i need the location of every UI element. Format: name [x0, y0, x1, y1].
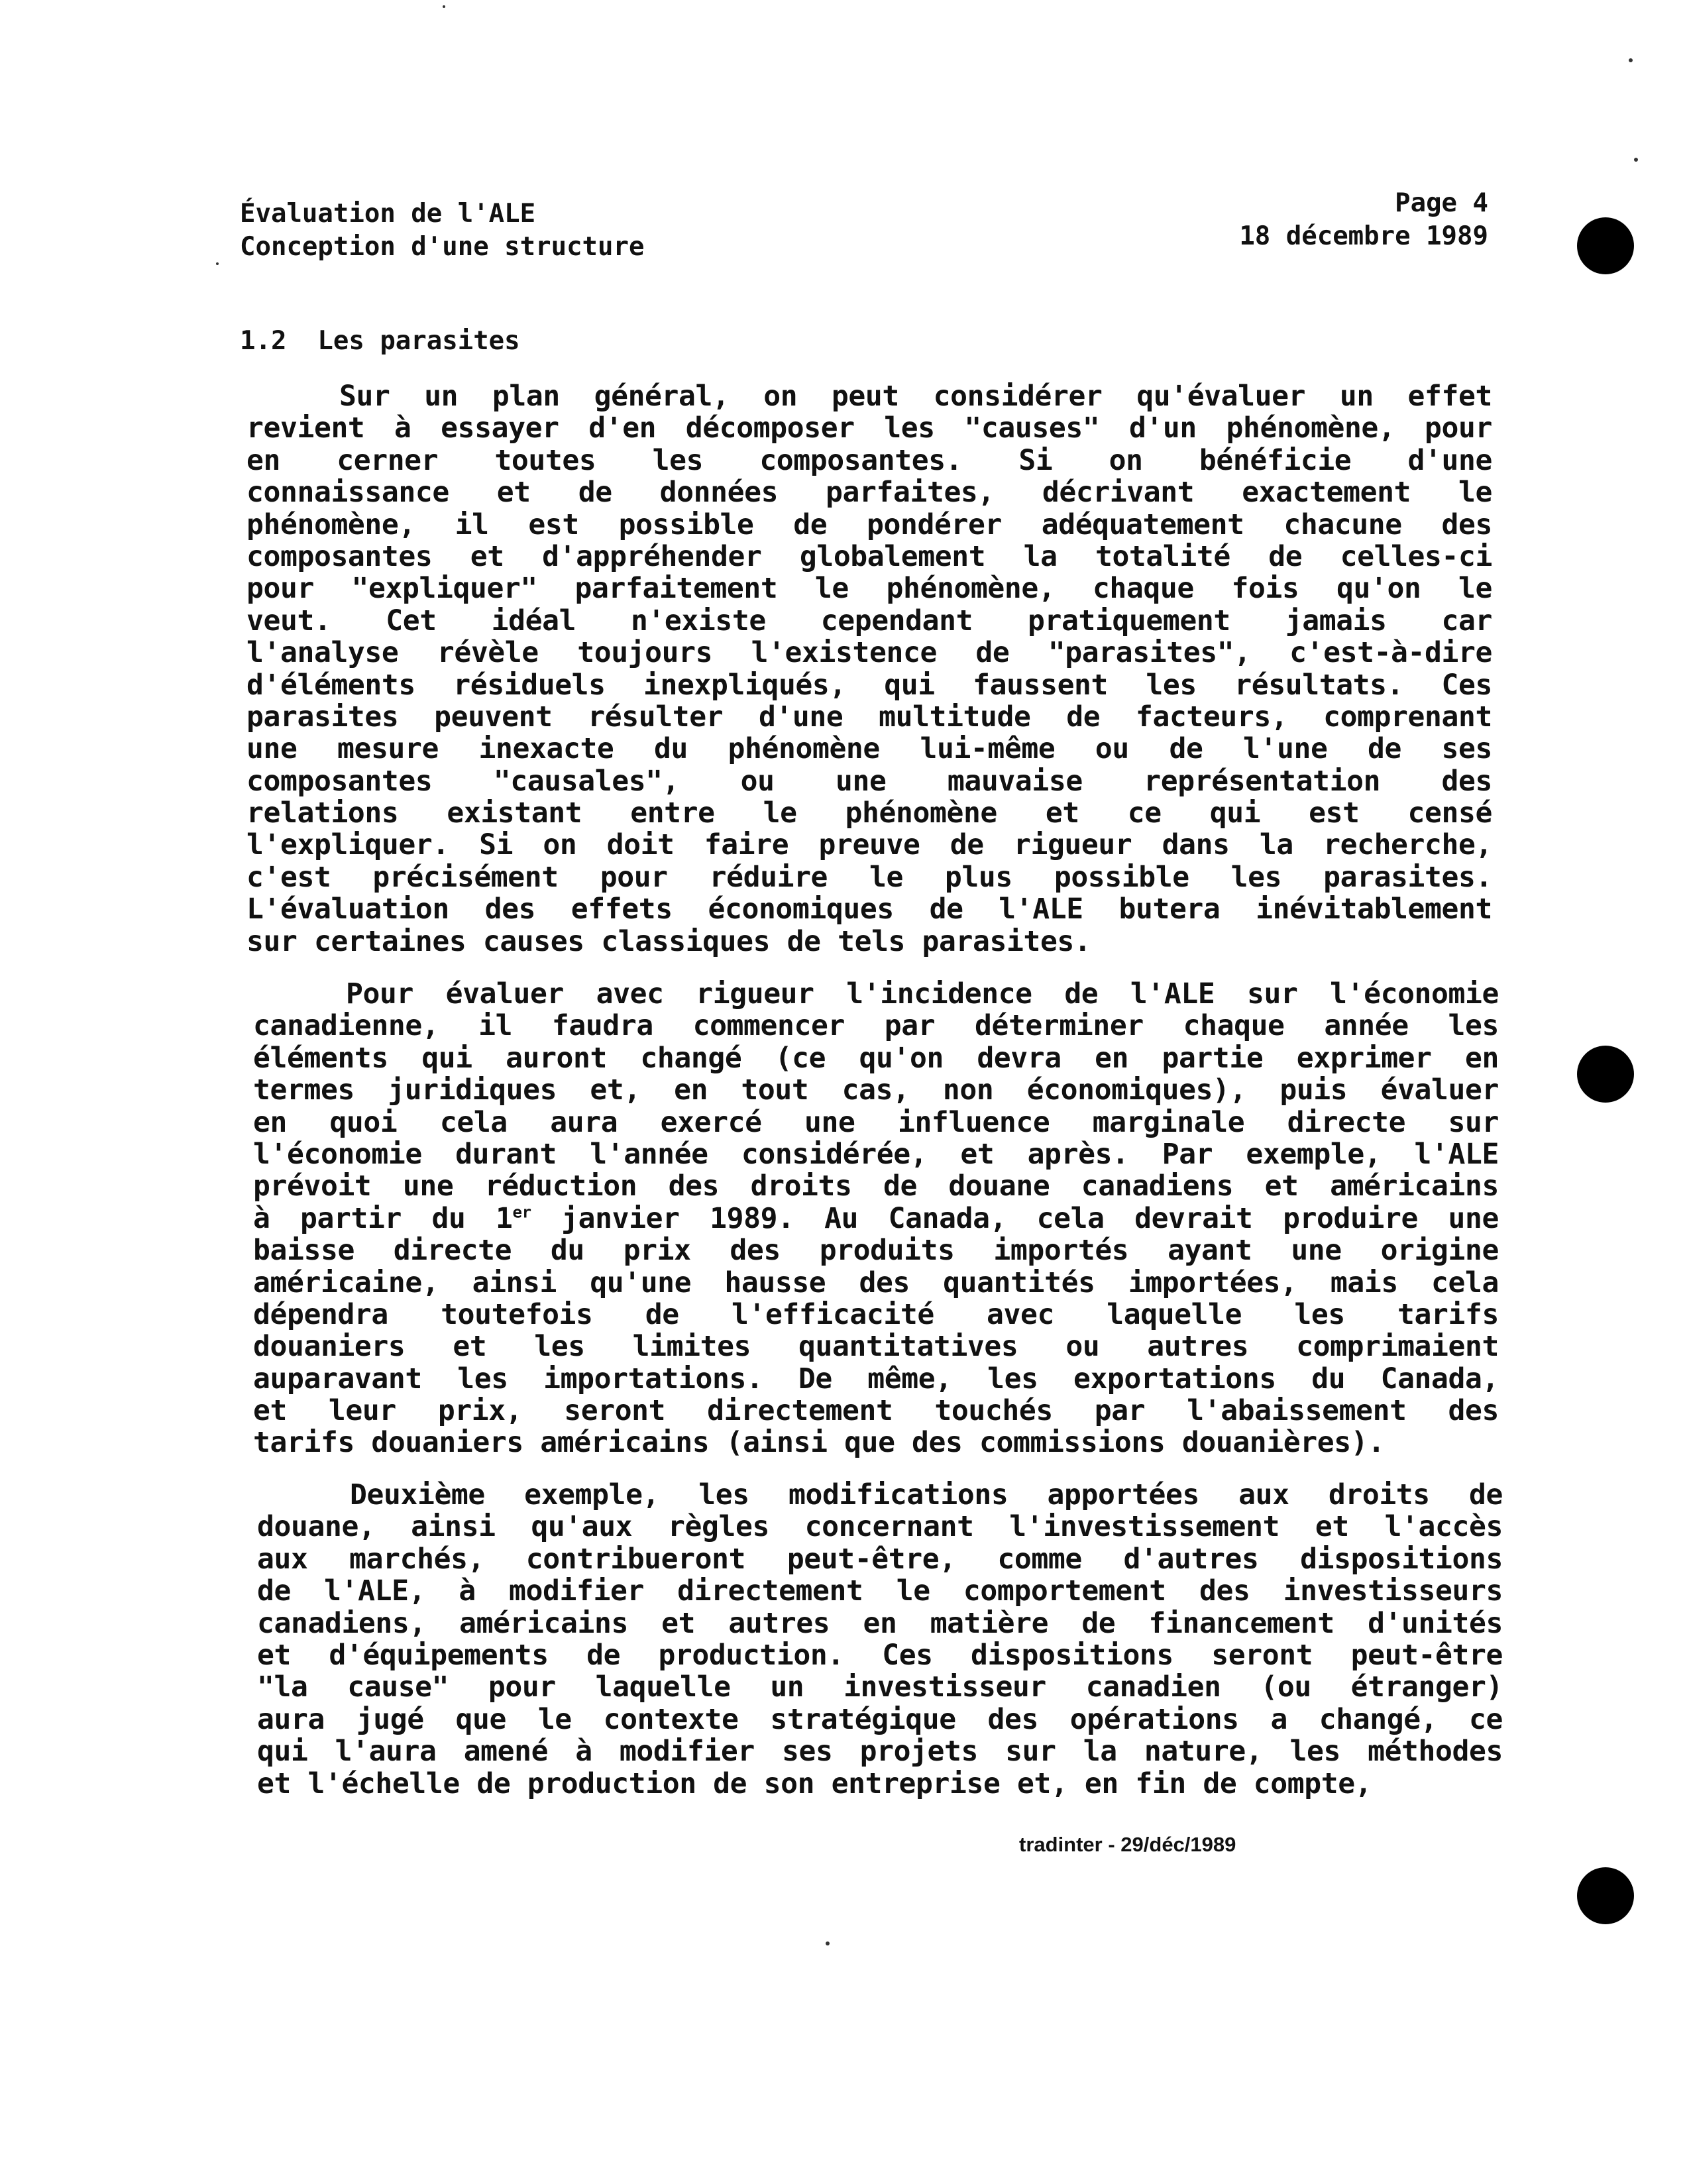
text-line: douaniers et les limites quantitatives ou autres comprimaient — [253, 1330, 1499, 1364]
text-line: et l'échelle de production de son entreprise et, en fin de compte, — [257, 1767, 1372, 1800]
text-line: aura jugé que le contexte stratégique des opérations a changé, ce — [257, 1702, 1503, 1736]
scan-speck — [1629, 58, 1633, 62]
text-line: de l'ALE, à modifier directement le comportement des investisseurs — [257, 1574, 1503, 1608]
text-line: prévoit une réduction des droits de douane canadiens et américains — [253, 1170, 1499, 1203]
section-title: 1.2 Les parasites — [240, 326, 520, 356]
text-line: baisse directe du prix des produits importés ayant une origine — [253, 1234, 1499, 1268]
text-line: américaine, ainsi qu'une hausse des quantités importées, mais cela — [253, 1266, 1499, 1299]
text-line: Pour évaluer avec rigueur l'incidence de l'ALE sur l'économie — [346, 977, 1499, 1010]
text-line: pour "expliquer" parfaitement le phénomène, chaque fois qu'on le — [246, 572, 1492, 606]
text-line: auparavant les importations. De même, les exportations du Canada, — [253, 1362, 1499, 1395]
text-line: éléments qui auront changé (ce qu'on devra en partie exprimer en — [253, 1041, 1499, 1075]
text-line: canadienne, il faudra commencer par déterminer chaque année les — [253, 1009, 1499, 1043]
document-title: Évaluation de l'ALE — [240, 199, 536, 229]
text-line: revient à essayer d'en décomposer les "causes" d'un phénomène, pour — [246, 411, 1492, 445]
text-line: L'évaluation des effets économiques de l'ALE butera inévitablement — [246, 893, 1492, 926]
text-line: l'analyse révèle toujours l'existence de "parasites", c'est-à-dire — [246, 636, 1492, 670]
paragraph-2 — [253, 978, 1499, 1459]
scan-speck — [1634, 158, 1638, 162]
text-line: dépendra toutefois de l'efficacité avec laquelle les tarifs — [253, 1297, 1499, 1331]
text-line: composantes et d'appréhender globalement la totalité de celles-ci — [246, 539, 1492, 573]
paragraph-3 — [257, 1479, 1503, 1800]
punch-hole-top — [1577, 217, 1634, 274]
text-line: et d'équipements de production. Ces dispositions seront peut-être — [257, 1638, 1503, 1672]
text-line: composantes "causales", ou une mauvaise représentation des — [246, 764, 1492, 798]
page-header-left — [240, 197, 644, 264]
text-line: l'économie durant l'année considérée, et après. Par exemple, l'ALE — [253, 1137, 1499, 1171]
text-line: aux marchés, contribueront peut-être, comme d'autres dispositions — [257, 1542, 1503, 1576]
text-line: Sur un plan général, on peut considérer qu'évaluer un effet — [339, 380, 1492, 413]
page-header-right — [1239, 187, 1488, 253]
ordinal-superscript: er — [512, 1203, 531, 1222]
text-line: en cerner toutes les composantes. Si on bénéficie d'une — [246, 443, 1492, 477]
text-line: parasites peuvent résulter d'une multitude de facteurs, comprenant — [246, 700, 1492, 734]
page-footer: tradinter - 29/déc/1989 — [1019, 1833, 1236, 1856]
text-line: en quoi cela aura exercé une influence marginale directe sur — [253, 1105, 1499, 1139]
text-line: canadiens, américains et autres en matière de financement d'unités — [257, 1606, 1503, 1640]
text-line: "la cause" pour laquelle un investisseur canadien (ou étranger) — [257, 1670, 1503, 1704]
punch-hole-middle — [1577, 1046, 1634, 1103]
text-line: tarifs douaniers américains (ainsi que des commissions douanières). — [253, 1426, 1385, 1460]
text-line: une mesure inexacte du phénomène lui-même ou de l'une de ses — [246, 732, 1492, 766]
text-line: qui l'aura amené à modifier ses projets sur la nature, les méthodes — [257, 1735, 1503, 1769]
text-line: d'éléments résiduels inexpliqués, qui faussent les résultats. Ces — [246, 668, 1492, 702]
text-line: Deuxième exemple, les modifications apportées aux droits de — [350, 1478, 1503, 1511]
text-line: phénomène, il est possible de pondérer adéquatement chacune des — [246, 508, 1492, 541]
scan-speck — [443, 5, 445, 8]
paragraph-1 — [246, 380, 1492, 957]
text-line: connaissance et de données parfaites, décrivant exactement le — [246, 476, 1492, 510]
scan-speck — [826, 1941, 830, 1945]
text-line: relations existant entre le phénomène et ce qui est censé — [246, 796, 1492, 830]
text-line: termes juridiques et, en tout cas, non économiques), puis évaluer — [253, 1073, 1499, 1107]
text-line: sur certaines causes classiques de tels parasites. — [246, 924, 1091, 958]
document-subtitle: Conception d'une structure — [240, 232, 645, 262]
document-date: 18 décembre 1989 — [1239, 221, 1488, 251]
text-line: veut. Cet idéal n'existe cependant pratiquement jamais car — [246, 604, 1492, 637]
text-line: c'est précisément pour réduire le plus possible les parasites. — [246, 860, 1492, 894]
text-line: à partir du 1er janvier 1989. Au Canada, cela devrait produire une — [253, 1201, 1499, 1235]
scan-speck — [216, 262, 219, 265]
text-line: douane, ainsi qu'aux règles concernant l'investissement et l'accès — [257, 1510, 1503, 1544]
punch-hole-bottom — [1577, 1867, 1634, 1924]
text-line: l'expliquer. Si on doit faire preuve de rigueur dans la recherche, — [246, 828, 1492, 862]
text-line: et leur prix, seront directement touchés par l'abaissement des — [253, 1394, 1499, 1428]
page-number: Page 4 — [1395, 188, 1488, 218]
